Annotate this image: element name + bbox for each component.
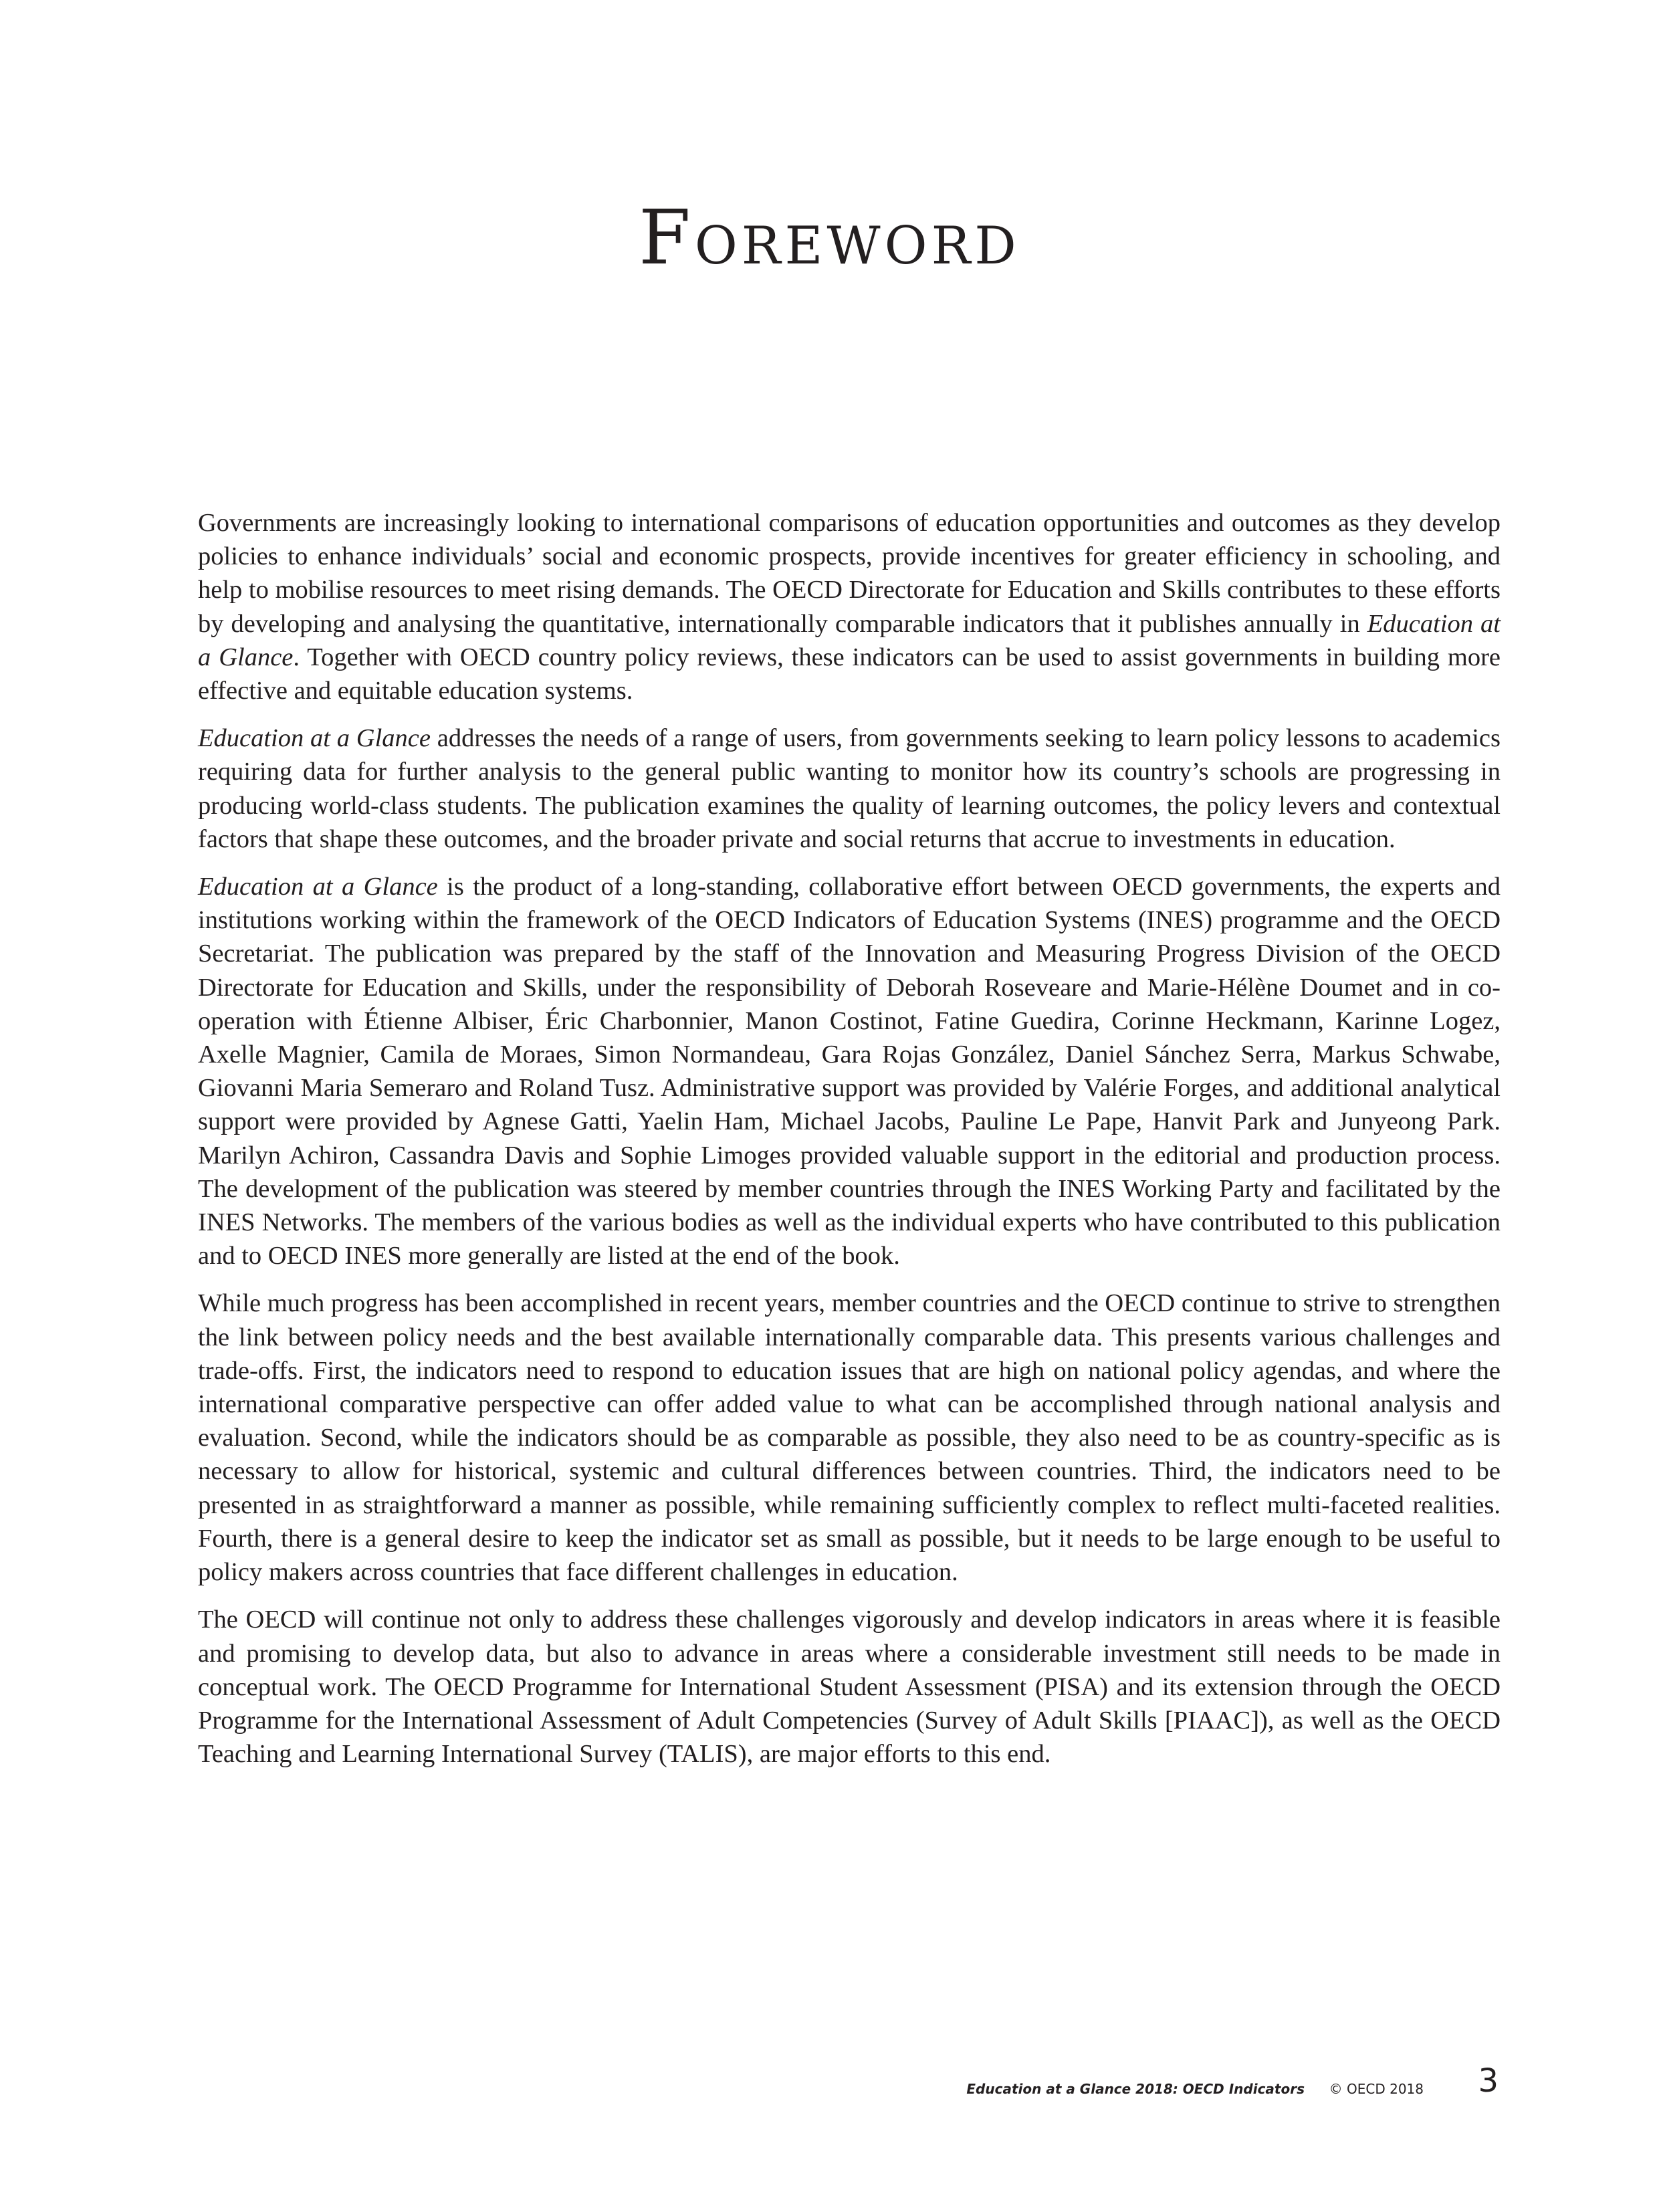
paragraph-5-text-1: The OECD will continue not only to address these challenges vigorously and develop indicators in areas where it is feasible and promising to develop data, but also to advance in areas where a considerable investment still needs to be made in conceptual work. The OECD Programme for International Student Assessment (PISA) and its extension through the OECD Programme for the International Assessment of Adult Competencies (Survey of Adult Skills [PIAAC]), as well as the OECD Teaching and Learning International Survey (TALIS), are major efforts to this end.: [198, 1606, 1501, 1769]
paragraph-5: [198, 1603, 1501, 1771]
paragraph-2: [198, 722, 1501, 856]
body-text: [198, 506, 1501, 1785]
paragraph-4: [198, 1287, 1501, 1589]
paragraph-1: [198, 506, 1501, 707]
publication-title: Education at a Glance: [198, 609, 1501, 671]
paragraph-1-text-1: Governments are increasingly looking to international comparisons of education opportunities and outcomes as they develop policies to enhance individuals’ social and economic prospects, provide incentives for greater efficiency in schooling, and help to mobilise resources to meet rising demands. The OECD Directorate for Education and Skills contributes to these efforts by developing and analysing the quantitative, internationally comparable indicators that it publishes annually in: [198, 509, 1501, 638]
footer-book-title: Education at a Glance 2018: OECD Indicators: [966, 2081, 1305, 2097]
paragraph-2-text-1: addresses the needs of a range of users, from governments seeking to learn policy lessons to academics requiring data for further analysis to the general public wanting to monitor how its country’s schools are progressing in producing world-class students. The publication examines the quality of learning outcomes, the policy levers and contextual factors that shape these outcomes, and the broader private and social returns that accrue to investments in education.: [198, 724, 1501, 853]
footer-copyright: © OECD 2018: [1329, 2081, 1424, 2097]
paragraph-3-text-1: is the product of a long-standing, collaborative effort between OECD governments, the experts and institutions working within the framework of the OECD Indicators of Education Systems (INES) programme and the OECD Secretariat. The publication was prepared by the staff of the Innovation and Measuring Progress Division of the OECD Directorate for Education and Skills, under the responsibility of Deborah Roseveare and Marie-Hélène Doumet and in co-operation with Étienne Albiser, Éric Charbonnier, Manon Costinot, Fatine Guedira, Corinne Heckmann, Karinne Logez, Axelle Magnier, Camila de Moraes, Simon Normandeau, Gara Rojas González, Daniel Sánchez Serra, Markus Schwabe, Giovanni Maria Semeraro and Roland Tusz. Administrative support was provided by Valérie Forges, and additional analytical support were provided by Agnese Gatti, Yaelin Ham, Michael Jacobs, Pauline Le Pape, Hanvit Park and Junyeong Park. Marilyn Achiron, Cassandra Davis and Sophie Limoges provided valuable support in the editorial and production process. The development of the publication was steered by member countries through the INES Working Party and facilitated by the INES Networks. The members of the various bodies as well as the individual experts who have contributed to this publication and to OECD INES more generally are listed at the end of the book.: [198, 873, 1501, 1270]
page-footer: [0, 2062, 1659, 2105]
publication-title: Education at a Glance: [198, 873, 438, 901]
publication-title: Education at a Glance: [198, 724, 431, 753]
paragraph-3: [198, 870, 1501, 1273]
paragraph-4-text-1: While much progress has been accomplished in recent years, member countries and the OECD continue to strive to strengthen the link between policy needs and the best available internationally comparable data. This presents various challenges and trade-offs. First, the indicators need to respond to education issues that are high on national policy agendas, and where the international comparative perspective can offer added value to what can be accomplished through national analysis and evaluation. Second, while the indicators should be as comparable as possible, they also need to be as country-specific as is necessary to allow for historical, systemic and cultural differences between countries. Third, the indicators need to be presented in as straightforward a manner as possible, while remaining sufficiently complex to reflect multi-faceted realities. Fourth, there is a general desire to keep the indicator set as small as possible, but it needs to be large enough to be useful to policy makers across countries that face different challenges in education.: [198, 1289, 1501, 1587]
paragraph-1-text-2: . Together with OECD country policy reviews, these indicators can be used to assist governments in building more effective and equitable education systems.: [198, 643, 1501, 705]
page-title: Foreword: [639, 195, 1020, 282]
page-number: 3: [1478, 2062, 1499, 2100]
